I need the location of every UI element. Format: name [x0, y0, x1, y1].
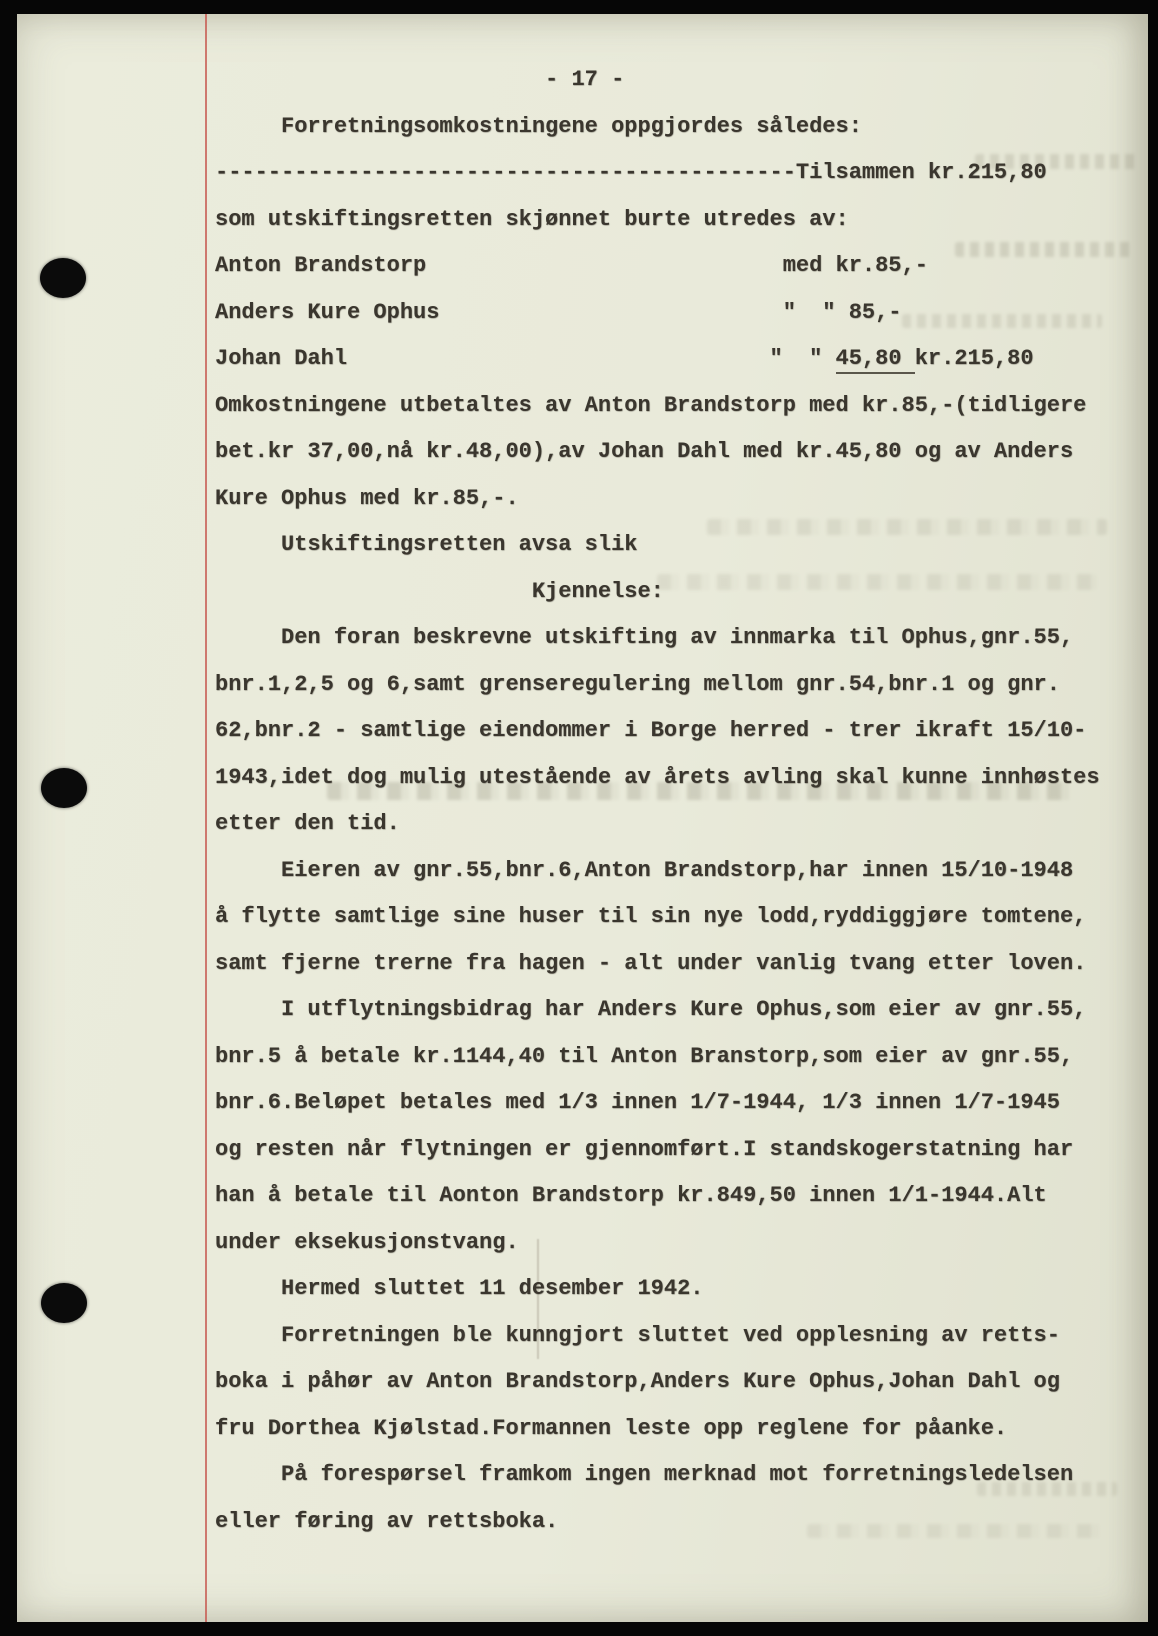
document-line: Kure Ophus med kr.85,-. — [215, 485, 519, 511]
document-line: Forretningen ble kunngjort sluttet ved opplesning av retts- — [215, 1322, 1060, 1348]
document-line: I utflytningsbidrag har Anders Kure Ophus,som eier av gnr.55, — [215, 997, 1087, 1022]
document-line: etter den tid. — [215, 811, 400, 836]
document-line: Anders Kure Ophus " " 85,- — [215, 299, 902, 325]
document-line: bnr.1,2,5 og 6,samt grenseregulering mellom gnr.54,bnr.1 og gnr. — [215, 671, 1060, 697]
document-line: som utskiftingsretten skjønnet burte utredes av: — [215, 206, 849, 232]
document-line: eller føring av rettsboka. — [215, 1508, 559, 1534]
punch-hole-middle — [41, 768, 87, 808]
punch-hole-top — [40, 258, 86, 298]
text-block — [215, 66, 1135, 1554]
document-line: Omkostningene utbetaltes av Anton Brandstorp med kr.85,-(tidligere — [215, 392, 1087, 418]
document-line: boka i påhør av Anton Brandstorp,Anders Kure Ophus,Johan Dahl og — [215, 1369, 1060, 1394]
document-line: bet.kr 37,00,nå kr.48,00),av Johan Dahl med kr.45,80 og av Anders — [215, 439, 1074, 464]
paper-page — [17, 14, 1148, 1622]
document-line: Anton Brandstorp med kr.85,- — [215, 253, 928, 278]
document-line: han å betale til Aonton Brandstorp kr.849,50 innen 1/1-1944.Alt — [215, 1183, 1047, 1208]
document-line: På forespørsel framkom ingen merknad mot forretningsledelsen — [215, 1462, 1074, 1487]
document-line: Hermed sluttet 11 desember 1942. — [215, 1276, 704, 1301]
document-line: samt fjerne trerne fra hagen - alt under vanlig tvang etter loven. — [215, 950, 1087, 976]
line-segment: Johan Dahl " " — [215, 346, 836, 371]
document-line: Den foran beskrevne utskifting av innmarka til Ophus,gnr.55, — [215, 625, 1074, 650]
document-line: fru Dorthea Kjølstad.Formannen leste opp reglene for påanke. — [215, 1415, 1008, 1441]
document-line: 1943,idet dog mulig utestående av årets avling skal kunne innhøstes — [215, 764, 1100, 790]
underlined-amount: 45,80 — [836, 346, 915, 374]
document-line: --------------------------------------------Tilsammen kr.215,80 — [215, 160, 1047, 185]
document-line — [215, 345, 1135, 392]
document-line: Eieren av gnr.55,bnr.6,Anton Brandstorp,har innen 15/10-1948 — [215, 857, 1074, 883]
red-margin-line — [205, 14, 207, 1622]
document-line: under eksekusjonstvang. — [215, 1229, 519, 1255]
document-line: 62,bnr.2 - samtlige eiendommer i Borge herred - trer ikraft 15/10- — [215, 718, 1087, 743]
document-line: å flytte samtlige sine huser til sin nye lodd,ryddiggjøre tomtene, — [215, 904, 1087, 929]
document-line: Utskiftingsretten avsa slik — [215, 532, 638, 557]
page-number: - 17 - — [215, 67, 625, 92]
document-line: Kjennelse: — [215, 578, 664, 604]
document-line: bnr.5 å betale kr.1144,40 til Anton Branstorp,som eier av gnr.55, — [215, 1043, 1074, 1069]
line-segment: kr.215,80 — [914, 346, 1034, 371]
document-line: Forretningsomkostningene oppgjordes således: — [215, 113, 862, 139]
document-line: bnr.6.Beløpet betales med 1/3 innen 1/7-1944, 1/3 innen 1/7-1945 — [215, 1090, 1060, 1115]
document-line: og resten når flytningen er gjennomført.I standskogerstatning har — [215, 1136, 1074, 1162]
punch-hole-bottom — [41, 1283, 87, 1323]
